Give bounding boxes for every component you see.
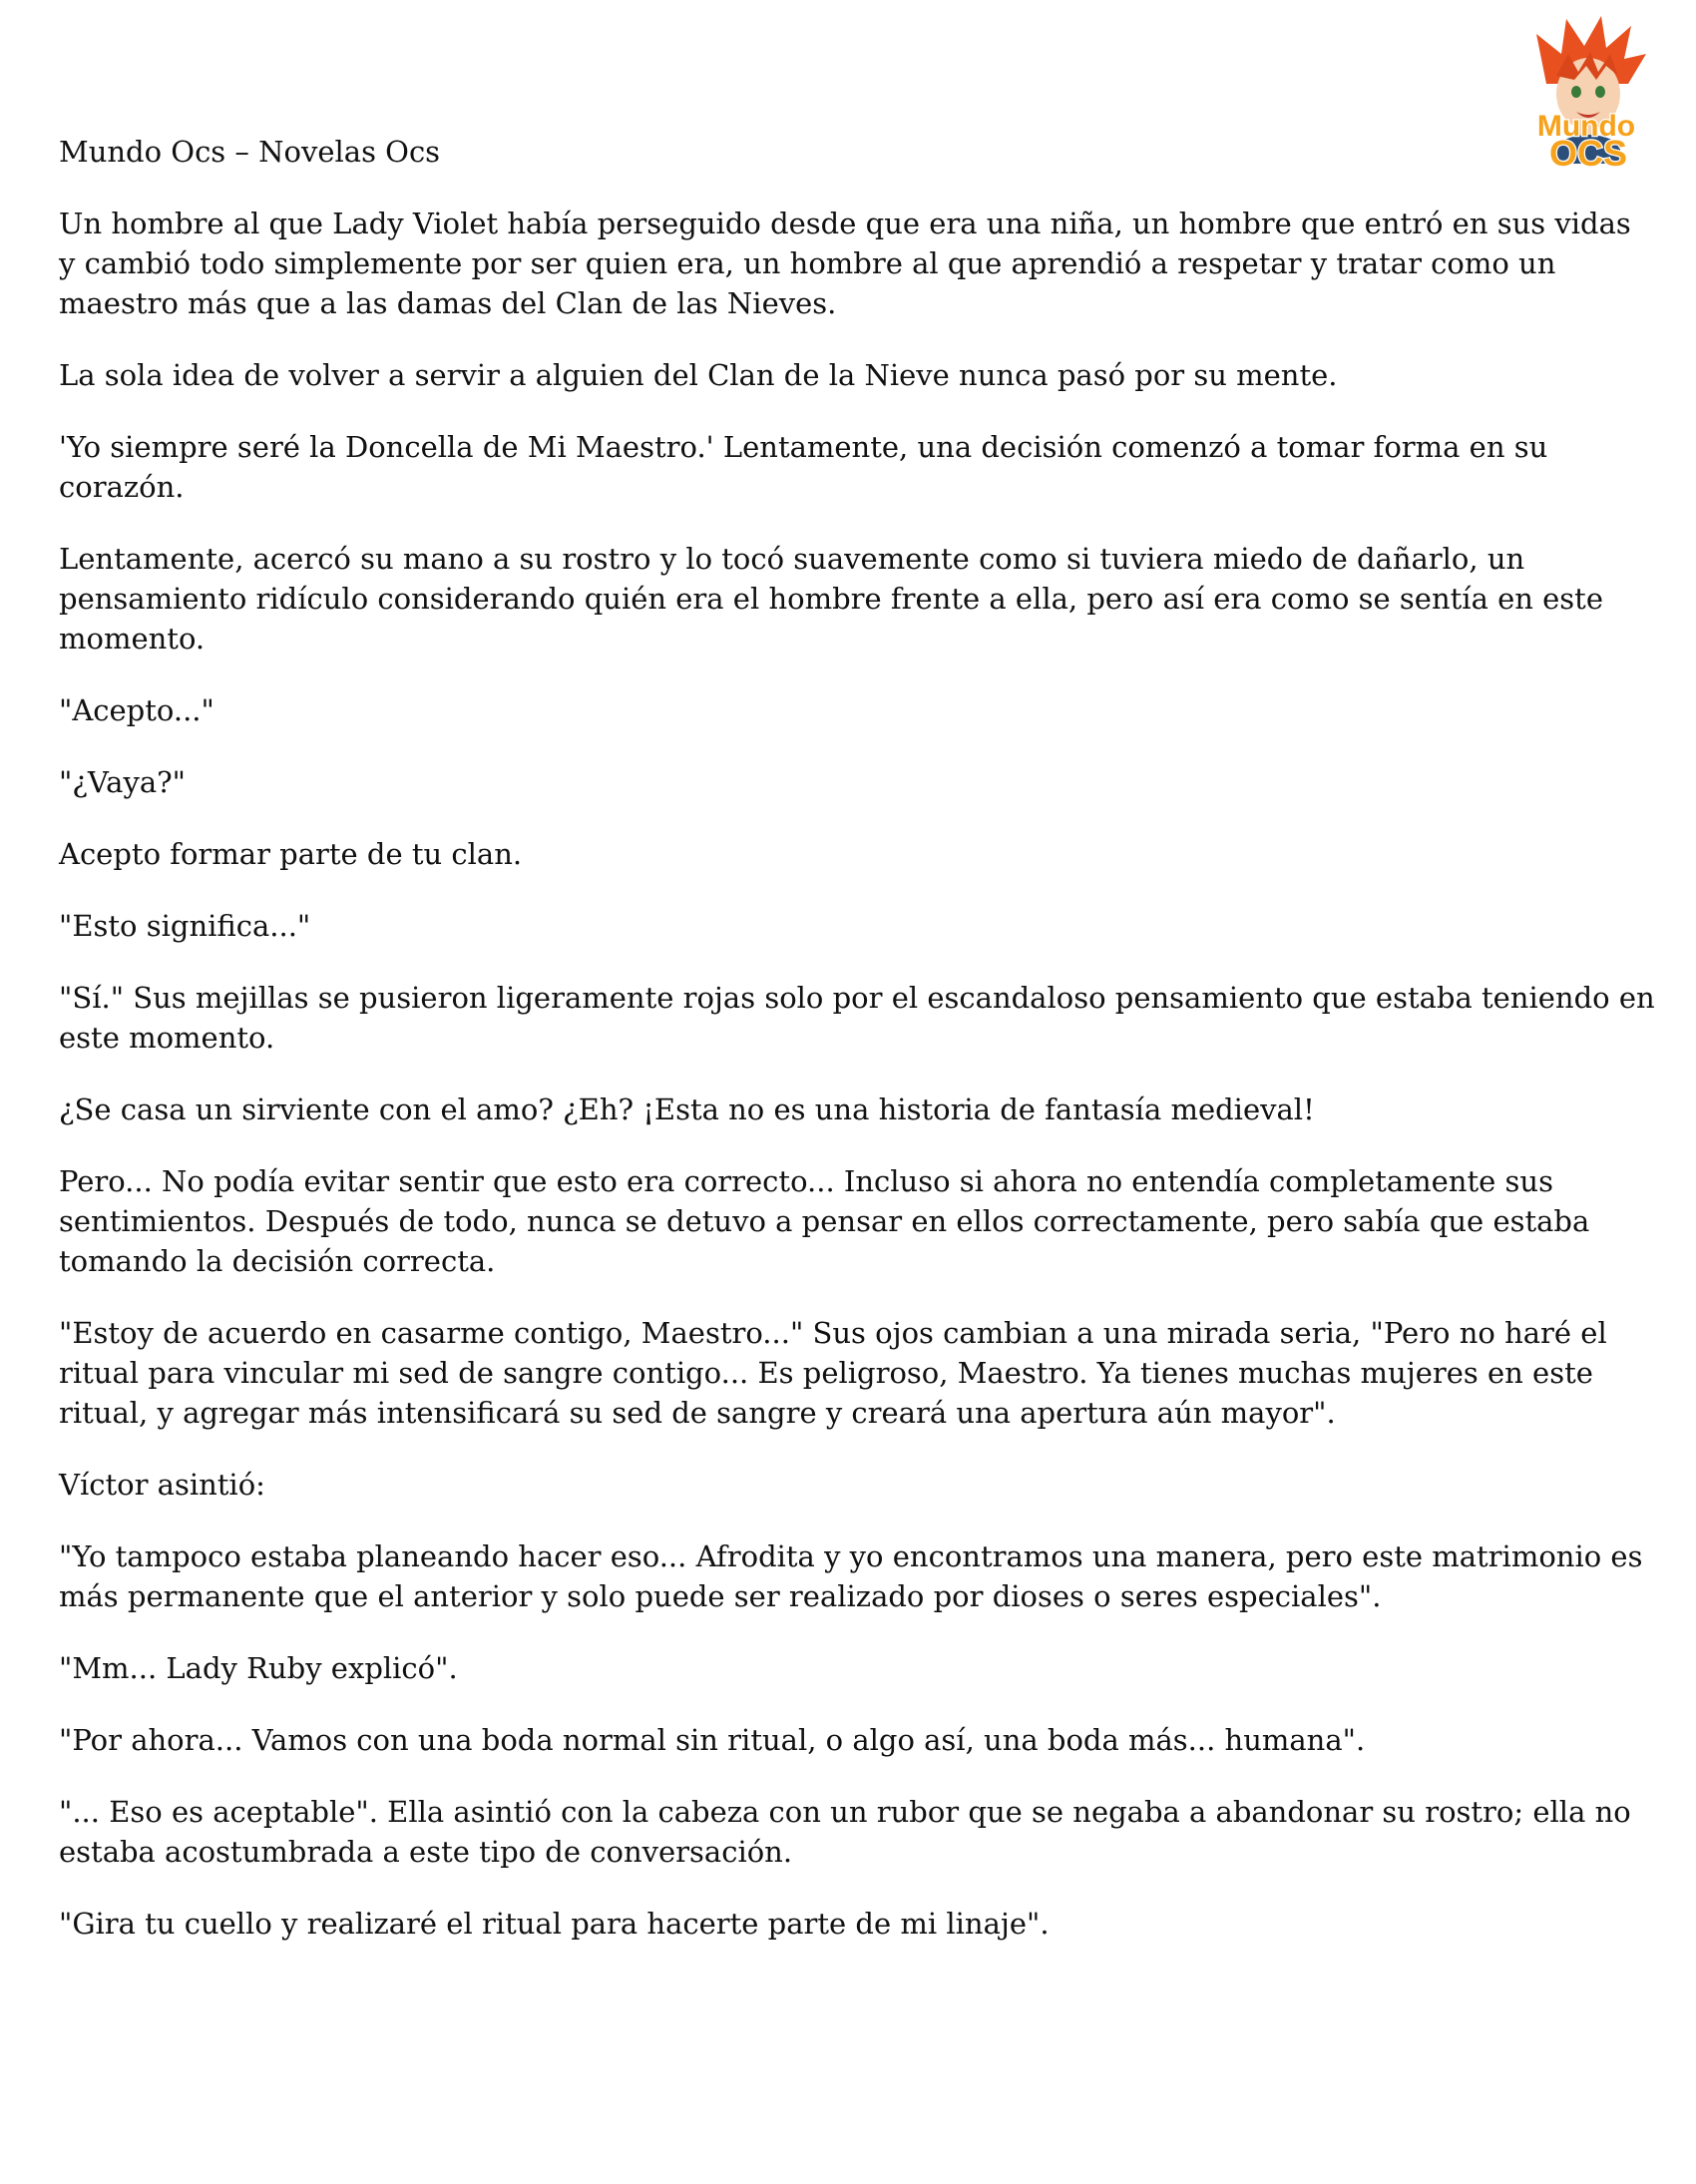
paragraph: Lentamente, acercó su mano a su rostro y lo tocó suavemente como si tuviera miedo de dañarlo, un pensamiento ridículo considerando quién era el hombre frente a ella, pero así era como se sentía en este momento. (59, 542, 1604, 655)
logo-text-line2: OCS (1548, 133, 1628, 174)
paragraph: Víctor asintió: (59, 1468, 265, 1502)
paragraph: "Gira tu cuello y realizaré el ritual para hacerte parte de mi linaje". (59, 1907, 1050, 1941)
paragraph: Pero... No podía evitar sentir que esto era correcto... Incluso si ahora no entendía completamente sus sentimientos. Después de todo, nunca se detuvo a pensar en ellos correctamente, pero sabía que estaba tomando la decisión correcta. (59, 1164, 1590, 1278)
paragraph: La sola idea de volver a servir a alguien del Clan de la Nieve nunca pasó por su mente. (59, 358, 1338, 392)
paragraph: "Yo tampoco estaba planeando hacer eso... Afrodita y yo encontramos una manera, pero este matrimonio es más permanente que el anterior y solo puede ser realizado por dioses o seres especiales". (59, 1539, 1643, 1613)
paragraph: ¿Se casa un sirviente con el amo? ¿Eh? ¡Esta no es una historia de fantasía medieval! (59, 1092, 1315, 1126)
logo-text-line1: Mundo (1536, 110, 1636, 143)
paragraph: "Estoy de acuerdo en casarme contigo, Maestro..." Sus ojos cambian a una mirada seria, "Pero no haré el ritual para vincular mi sed de sangre contigo... Es peligroso, Maestro. Ya tienes muchas mujeres en este ritual, y agregar más intensificará su sed de sangre y creará una apertura aún mayor". (59, 1316, 1607, 1430)
logo-eye-left (1571, 86, 1581, 98)
paragraph: Acepto formar parte de tu clan. (59, 837, 523, 871)
paragraph: "Acepto..." (59, 693, 214, 727)
paragraph: 'Yo siempre seré la Doncella de Mi Maestro.' Lentamente, una decisión comenzó a tomar forma en su corazón. (59, 430, 1548, 504)
document-body (59, 132, 1655, 1975)
document-header: Mundo Ocs – Novelas Ocs (59, 135, 441, 169)
paragraph: "... Eso es aceptable". Ella asintió con la cabeza con un rubor que se negaba a abandonar su rostro; ella no estaba acostumbrada a este tipo de conversación. (59, 1795, 1631, 1869)
paragraph: Un hombre al que Lady Violet había perseguido desde que era una niña, un hombre que entró en sus vidas y cambió todo simplemente por ser quien era, un hombre al que aprendió a respetar y tratar como un maestro más que a las damas del Clan de las Nieves. (59, 207, 1631, 320)
logo-eye-right (1595, 86, 1605, 98)
paragraph: "¿Vaya?" (59, 765, 187, 799)
paragraph: "Por ahora... Vamos con una boda normal sin ritual, o algo así, una boda más... humana". (59, 1723, 1366, 1757)
paragraph: "Esto significa..." (59, 909, 311, 943)
paragraph: "Mm... Lady Ruby explicó". (59, 1651, 458, 1685)
paragraph: "Sí." Sus mejillas se pusieron ligeramente rojas solo por el escandaloso pensamiento que estaba teniendo en este momento. (59, 981, 1655, 1055)
